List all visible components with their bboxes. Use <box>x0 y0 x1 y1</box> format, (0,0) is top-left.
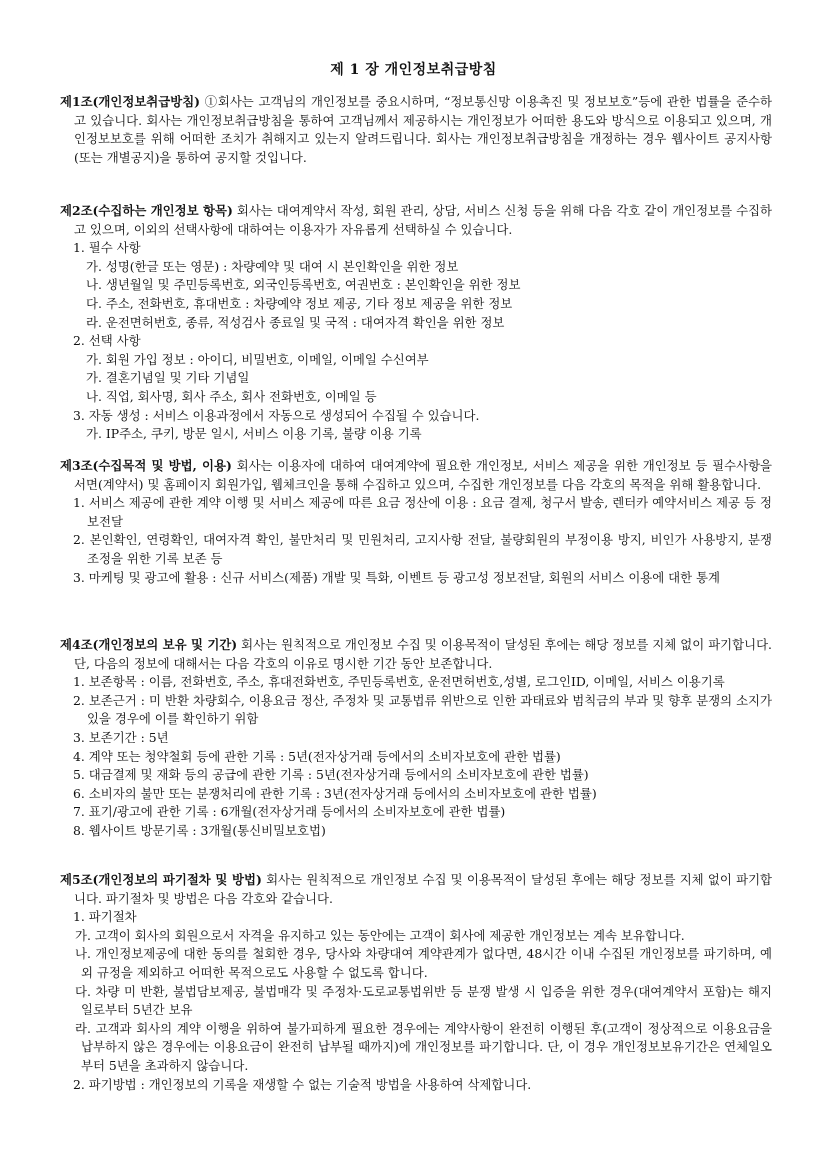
list-item: 6. 소비자의 불만 또는 분쟁처리에 관한 기록 : 3년(전자상거래 등에서의 소비자보호에 관한 법률) <box>73 785 597 801</box>
list-item: 2. 본인확인, 연령확인, 대여자격 확인, 불만처리 및 민원처리, 고지사항 전달, 불량회원의 부정이용 방지, 비인가 사용방지, 분쟁 조정을 위한 기록 보존 등 <box>73 532 772 566</box>
list-item: 다. 주소, 전화번호, 휴대번호 : 차량예약 정보 제공, 기타 정보 제공을 위한 정보 <box>86 295 513 311</box>
list-item: 2. 선택 사항 <box>73 333 141 349</box>
list-item: 나. 개인정보제공에 대한 동의를 철회한 경우, 당사와 차량대여 계약관계가 없다면, 48시간 이내 수집된 개인정보를 파기하며, 예외 규정을 제외하고 어떠한 목적으로도 사용할 수 없도록 합니다. <box>75 946 772 980</box>
list-item: 가. 회원 가입 정보 : 아이디, 비밀번호, 이메일, 이메일 수신여부 <box>86 351 429 367</box>
article-4-paragraph <box>60 636 772 673</box>
list-item: 2. 파기방법 : 개인정보의 기록을 재생할 수 없는 기술적 방법을 사용하여 삭제합니다. <box>73 1076 532 1092</box>
list-item: 가. 결혼기념일 및 기타 기념일 <box>86 370 250 386</box>
article-2-paragraph <box>60 202 772 239</box>
article-3-paragraph <box>60 457 772 494</box>
list-item: 나. 직업, 회사명, 회사 주소, 회사 전화번호, 이메일 등 <box>86 388 377 404</box>
article-4 <box>60 636 772 841</box>
list-item: 5. 대금결제 및 재화 등의 공급에 관한 기록 : 5년(전자상거래 등에서의 소비자보호에 관한 법률) <box>73 767 589 783</box>
list-item: 4. 계약 또는 청약철회 등에 관한 기록 : 5년(전자상거래 등에서의 소비자보호에 관한 법률) <box>73 748 561 764</box>
article-1 <box>60 93 772 167</box>
list-item: 3. 마케팅 및 광고에 활용 : 신규 서비스(제품) 개발 및 특화, 이벤트 등 광고성 정보전달, 회원의 서비스 이용에 대한 통계 <box>73 569 720 585</box>
list-item: 1. 보존항목 : 이름, 전화번호, 주소, 휴대전화번호, 주민등록번호, 운전면허번호,성별, 로그인ID, 이메일, 서비스 이용기록 <box>73 674 725 690</box>
list-item: 가. IP주소, 쿠키, 방문 일시, 서비스 이용 기록, 불량 이용 기록 <box>86 426 422 442</box>
article-2 <box>60 202 772 444</box>
list-item: 나. 생년월일 및 주민등록번호, 외국인등록번호, 여권번호 : 본인확인을 위한 정보 <box>86 277 521 293</box>
article-5-paragraph <box>60 871 772 908</box>
article-3 <box>60 457 772 587</box>
chapter-title: 제 1 장 개인정보취급방침 <box>330 62 497 78</box>
list-item: 8. 웹사이트 방문기록 : 3개월(통신비밀보호법) <box>73 822 326 838</box>
article-5-heading: 제5조(개인정보의 파기절차 및 방법) <box>60 872 262 887</box>
article-5 <box>60 871 772 1094</box>
article-2-heading: 제2조(수집하는 개인정보 항목) <box>60 203 233 218</box>
list-item: 다. 차량 미 반환, 불법담보제공, 불법매각 및 주정차·도로교통법위반 등 분쟁 발생 시 입증을 위한 경우(대여계약서 포함)는 해지일로부터 5년간 보유 <box>75 983 772 1018</box>
article-3-body: 회사는 이용자에 대하여 대여계약에 필요한 개인정보, 서비스 제공을 위한 개인정보 등 필수사항을 서면(계약서) 및 홈페이지 회원가입, 웹체크인을 통해 수집하고 있으며, 수집한 개인정보를 다음 각호의 목적을 위해 활용합니다. <box>74 458 773 492</box>
article-3-heading: 제3조(수집목적 및 방법, 이용) <box>60 458 232 473</box>
article-1-heading: 제1조(개인정보취급방침) <box>60 94 201 109</box>
list-item: 가. 고객이 회사의 회원으로서 자격을 유지하고 있는 동안에는 고객이 회사에 제공한 개인정보는 계속 보유합니다. <box>75 927 685 943</box>
list-item: 라. 고객과 회사의 계약 이행을 위하여 불가피하게 필요한 경우에는 계약사항이 완전히 이행된 후(고객이 정상적으로 이용요금을 납부하지 않은 경우에는 이용요금이 완전히 납부될 때까지)에 개인정보를 파기합니다. 단, 이 경우 개인정보보유기간은 연체일오부터 5년을 초과하지 않습니다. <box>75 1020 772 1073</box>
article-5-body: 회사는 원칙적으로 개인정보 수집 및 이용목적이 달성된 후에는 해당 정보를 지체 없이 파기합니다. 파기절차 및 방법은 다음 각호와 같습니다. <box>74 872 773 906</box>
article-2-body: 회사는 대여계약서 작성, 회원 관리, 상담, 서비스 신청 등을 위해 다음 각호 같이 개인정보를 수집하고 있으며, 이외의 선택사항에 대하여는 이용자가 자유롭게 선택하실 수 있습니다. <box>74 203 773 237</box>
article-4-heading: 제4조(개인정보의 보유 및 기간) <box>60 637 238 652</box>
list-item: 2. 보존근거 : 미 반환 차량회수, 이용요금 정산, 주정차 및 교통법류 위반으로 인한 과태료와 범칙금의 부과 및 향후 분쟁의 소지가 있을 경우에 이를 확인하기 위함 <box>73 692 772 727</box>
list-item: 1. 필수 사항 <box>73 240 141 256</box>
article-1-paragraph <box>60 93 772 167</box>
article-1-body: ①회사는 고객님의 개인정보를 중요시하며, “정보통신망 이용촉진 및 정보보호”등에 관한 법률을 준수하고 있습니다. 회사는 개인정보취급방침을 통하여 고객님께서 제공하시는 개인정보가 어떠한 용도와 방식으로 이용되고 있으며, 개인정보보호를 위해 어떠한 조치가 취해지고 있는지 알려드립니다. 회사는 개인정보취급방침을 개정하는 경우 웹사이트 공지사항(또는 개별공지)을 통하여 공지할 것입니다. <box>74 94 772 165</box>
list-item: 가. 성명(한글 또는 영문) : 차량예약 및 대여 시 본인확인을 위한 정보 <box>86 258 459 274</box>
list-item: 1. 파기절차 <box>73 909 137 925</box>
list-item: 라. 운전면허번호, 종류, 적성검사 종료일 및 국적 : 대여자격 확인을 위한 정보 <box>86 314 505 330</box>
list-item: 7. 표기/광고에 관한 기록 : 6개월(전자상거래 등에서의 소비자보호에 관한 법률) <box>73 804 506 820</box>
article-4-body: 회사는 원칙적으로 개인정보 수집 및 이용목적이 달성된 후에는 해당 정보를 지체 없이 파기합니다. 단, 다음의 정보에 대해서는 다음 각호의 이유로 명시한 기간 동안 보존합니다. <box>74 637 772 671</box>
list-item: 3. 자동 생성 : 서비스 이용과정에서 자동으로 생성되어 수집될 수 있습니다. <box>73 407 480 423</box>
list-item: 1. 서비스 제공에 관한 계약 이행 및 서비스 제공에 따른 요금 정산에 이용 : 요금 결제, 청구서 발송, 렌터카 예약서비스 제공 등 정보전달 <box>73 495 772 529</box>
list-item: 3. 보존기간 : 5년 <box>73 729 169 745</box>
